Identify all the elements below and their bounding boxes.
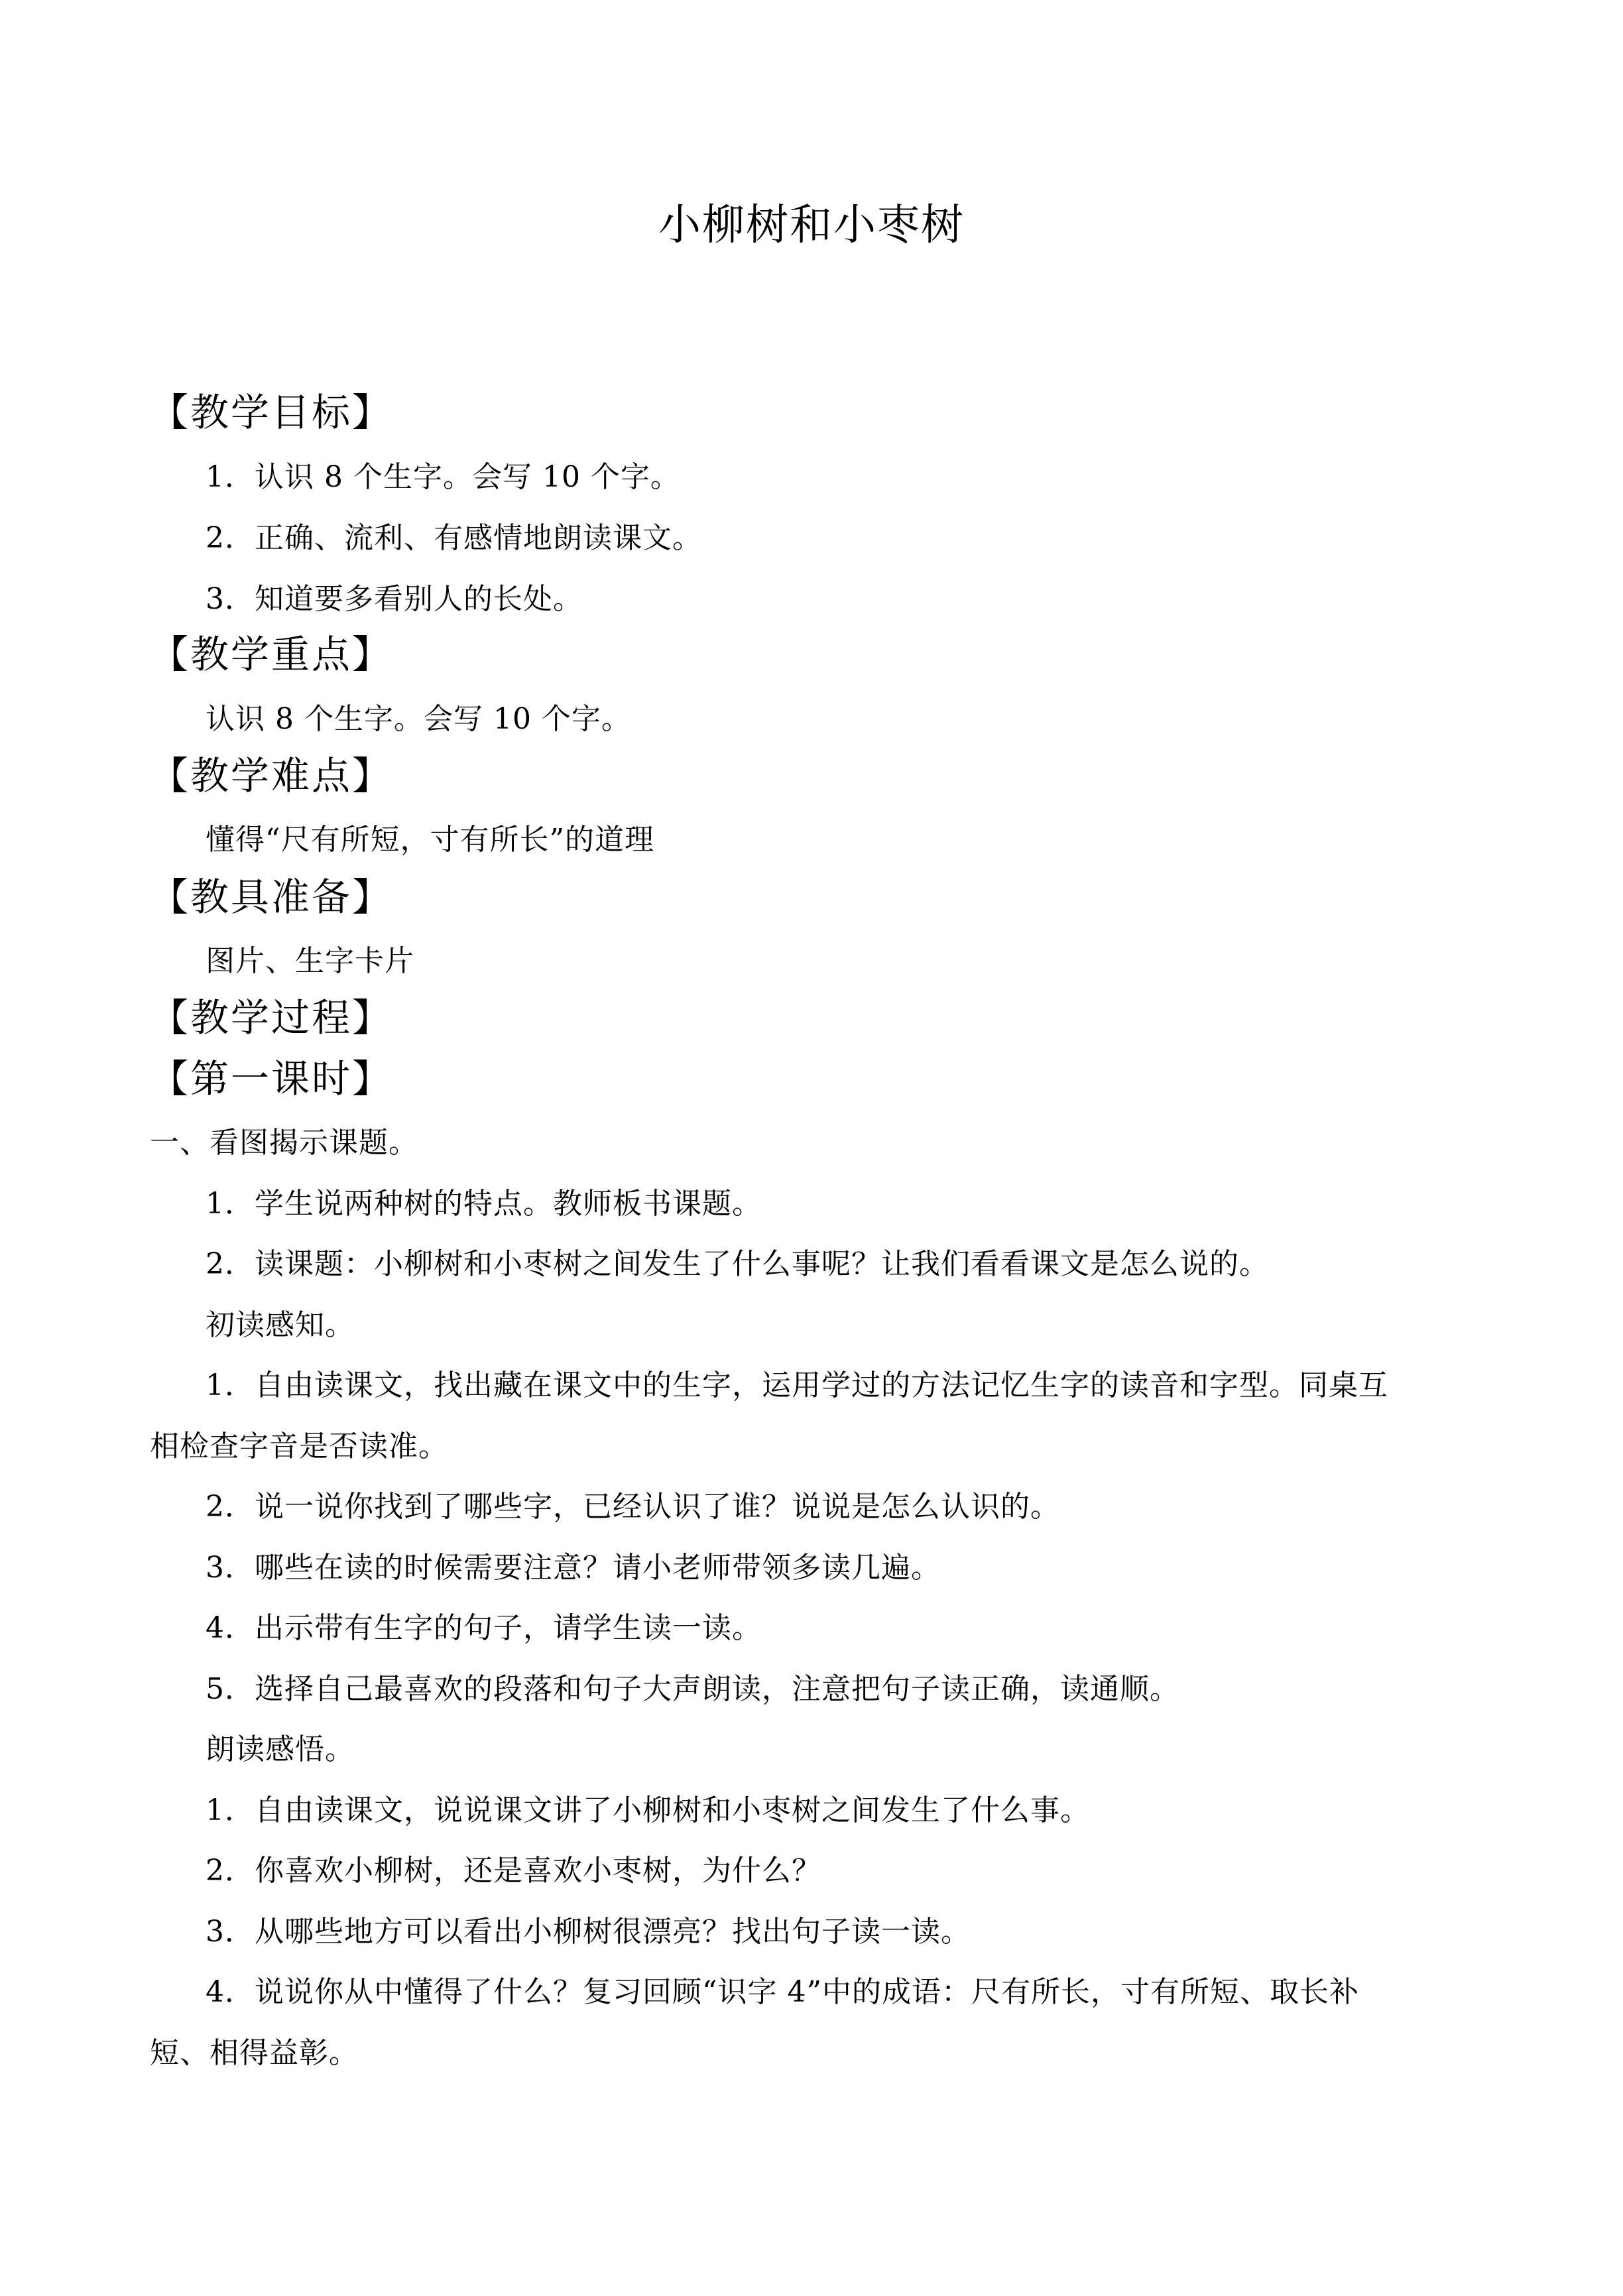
section3-item-2: 2．你喜欢小柳树，还是喜欢小枣树，为什么？ (206, 1854, 821, 1888)
process-heading: 【教学过程】 (150, 995, 393, 1040)
section1-item-1: 1．学生说两种树的特点。教师板书课题。 (206, 1187, 762, 1221)
key-points-heading: 【教学重点】 (150, 632, 393, 677)
section1-title: 一、看图揭示课题。 (150, 1126, 418, 1160)
lesson-one-heading: 【第一课时】 (150, 1056, 393, 1101)
objective-item-1: 1．认识 8 个生字。会写 10 个字。 (206, 460, 680, 494)
section3-item-1: 1．自由读课文，说说课文讲了小柳树和小枣树之间发生了什么事。 (206, 1793, 1090, 1827)
section2-item-1-line-1: 1．自由读课文，找出藏在课文中的生字，运用学过的方法记忆生字的读音和字型。同桌互 (206, 1368, 1388, 1402)
section2-item-3: 3．哪些在读的时候需要注意？请小老师带领多读几遍。 (206, 1551, 941, 1585)
difficulties-text: 懂得“尺有所短，寸有所长”的道理 (206, 823, 654, 857)
objective-item-2: 2．正确、流利、有感情地朗读课文。 (206, 521, 702, 555)
section3-title: 朗读感悟。 (206, 1732, 355, 1766)
key-points-text: 认识 8 个生字。会写 10 个字。 (206, 702, 631, 736)
difficulties-heading: 【教学难点】 (150, 753, 393, 798)
section2-item-5: 5．选择自己最喜欢的段落和句子大声朗读，注意把句子读正确，读通顺。 (206, 1672, 1179, 1706)
section3-item-3: 3．从哪些地方可以看出小柳树很漂亮？找出句子读一读。 (206, 1915, 971, 1949)
section1-item-2: 2．读课题：小柳树和小枣树之间发生了什么事呢？让我们看看课文是怎么说的。 (206, 1247, 1269, 1281)
section3-item-4-line-1: 4．说说你从中懂得了什么？复习回顾“识字 4”中的成语：尺有所长，寸有所短、取长补 (206, 1975, 1359, 2009)
document-title: 小柳树和小枣树 (658, 201, 965, 250)
materials-text: 图片、生字卡片 (206, 944, 414, 978)
section2-item-2: 2．说一说你找到了哪些字，已经认识了谁？说说是怎么认识的。 (206, 1490, 1060, 1524)
section2-item-1-line-2: 相检查字音是否读准。 (150, 1429, 448, 1463)
materials-heading: 【教具准备】 (150, 875, 393, 920)
objectives-heading: 【教学目标】 (150, 390, 393, 435)
section3-item-4-line-2: 短、相得益彰。 (150, 2036, 359, 2070)
objective-item-3: 3．知道要多看别人的长处。 (206, 582, 583, 616)
section2-item-4: 4．出示带有生字的句子，请学生读一读。 (206, 1611, 762, 1645)
section2-title: 初读感知。 (206, 1308, 355, 1342)
